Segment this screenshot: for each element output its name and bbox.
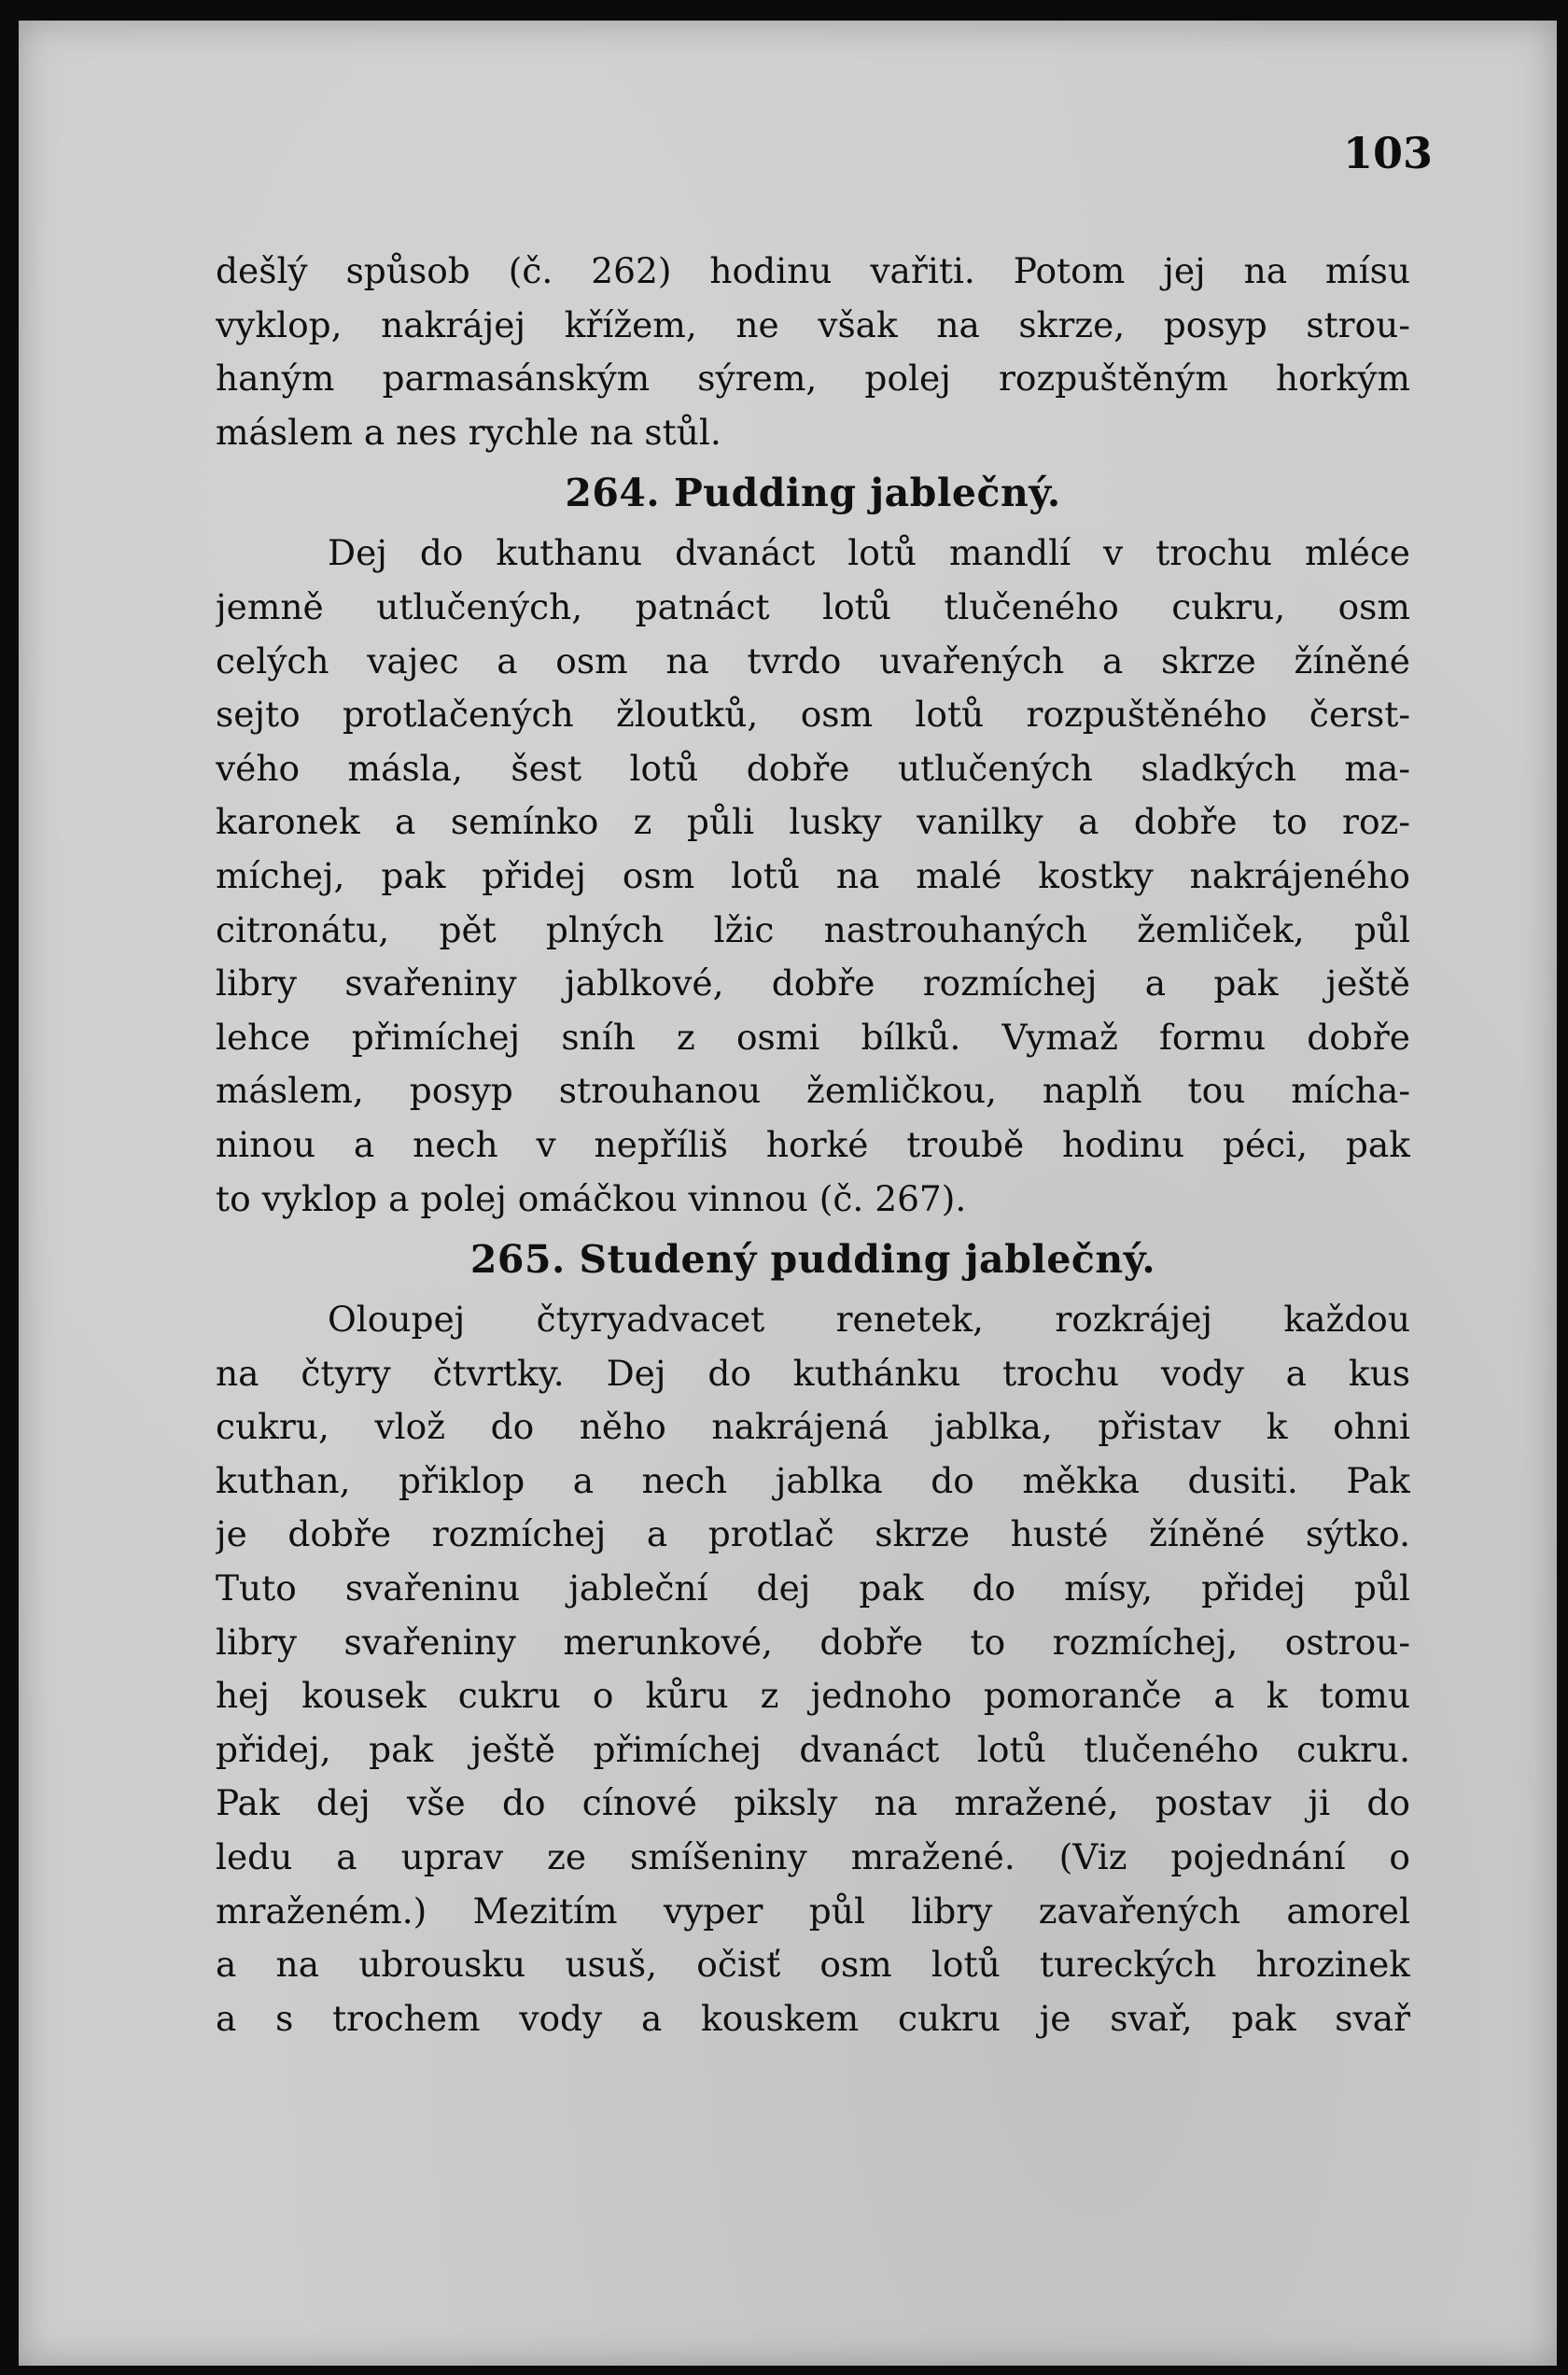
text-line: jemně utlučených, patnáct lotů tlučeného cukru, osm (216, 585, 1410, 627)
text-line: karonek a semínko z půli lusky vanilky a dobře to roz- (216, 801, 1410, 843)
text-line: máslem a nes rychle na stůl. (216, 411, 721, 453)
page-body (216, 245, 1410, 2045)
text-line: dešlý spůsob (č. 262) hodinu vařiti. Potom jej na mísu (216, 250, 1410, 291)
text-line: ledu a uprav ze smíšeniny mražené. (Viz pojednání o (216, 1836, 1410, 1878)
text-line: ninou a nech v nepříliš horké troubě hodinu péci, pak (216, 1123, 1410, 1165)
text-line: cukru, vlož do něho nakrájená jablka, přistav k ohni (216, 1406, 1410, 1448)
text-line: libry svařeniny jablkové, dobře rozmíchej a pak ještě (216, 963, 1410, 1005)
text-line: a s trochem vody a kouskem cukru je svař, pak svař (216, 1997, 1410, 2039)
recipe-265-heading: 265. Studený pudding jablečný. (469, 1237, 1156, 1283)
text-line: lehce přimíchej sníh z osmi bílků. Vymaž formu dobře (216, 1016, 1410, 1058)
text-line: to vyklop a polej omáčkou vinnou (č. 267). (216, 1177, 967, 1219)
text-line: máslem, posyp strouhanou žemličkou, naplň tou mícha- (216, 1070, 1410, 1112)
recipe-264-paragraph (216, 527, 1410, 1226)
text-line: míchej, pak přidej osm lotů na malé kostky nakrájeného (216, 854, 1410, 896)
intro-paragraph (216, 245, 1410, 459)
text-line: Dej do kuthanu dvanáct lotů mandlí v trochu mléce (328, 532, 1410, 574)
text-line: Pak dej vše do cínové piksly na mražené, postav ji do (216, 1782, 1410, 1824)
text-line: haným parmasánským sýrem, polej rozpuštěným horkým (216, 358, 1410, 400)
recipe-264-heading: 264. Pudding jablečný. (565, 471, 1061, 516)
text-line: sejto protlačených žloutků, osm lotů rozpuštěného čerst- (216, 694, 1410, 736)
text-line: je dobře rozmíchej a protlač skrze husté žíněné sýtko. (216, 1513, 1410, 1555)
text-line: a na ubrousku usuš, očisť osm lotů tureckých hrozinek (216, 1944, 1410, 1986)
text-line: na čtyry čtvrtky. Dej do kuthánku trochu vody a kus (216, 1352, 1410, 1394)
text-line: mraženém.) Mezitím vyper půl libry zavařených amorel (216, 1890, 1410, 1932)
text-line: celých vajec a osm na tvrdo uvařených a skrze žíněné (216, 639, 1410, 682)
text-line: citronátu, pět plných lžic nastrouhaných žemliček, půl (216, 908, 1410, 950)
text-line: vyklop, nakrájej křížem, ne však na skrze, posyp strou- (216, 303, 1410, 345)
text-line: vého másla, šest lotů dobře utlučených sladkých ma- (216, 747, 1410, 789)
text-line: kuthan, přiklop a nech jablka do měkka dusiti. Pak (216, 1459, 1410, 1501)
text-line: přidej, pak ještě přimíchej dvanáct lotů tlučeného cukru. (216, 1728, 1410, 1770)
text-line: libry svařeniny merunkové, dobře to rozmíchej, ostrou- (216, 1621, 1410, 1663)
recipe-265-paragraph (216, 1293, 1410, 2045)
text-line: Oloupej čtyryadvacet renetek, rozkrájej každou (328, 1299, 1410, 1341)
text-line: hej kousek cukru o kůru z jednoho pomoranče a k tomu (216, 1675, 1410, 1717)
text-line: Tuto svařeninu jableční dej pak do mísy, přidej půl (216, 1567, 1410, 1609)
page-number: 103 (1342, 128, 1433, 178)
book-page (19, 21, 1557, 2366)
